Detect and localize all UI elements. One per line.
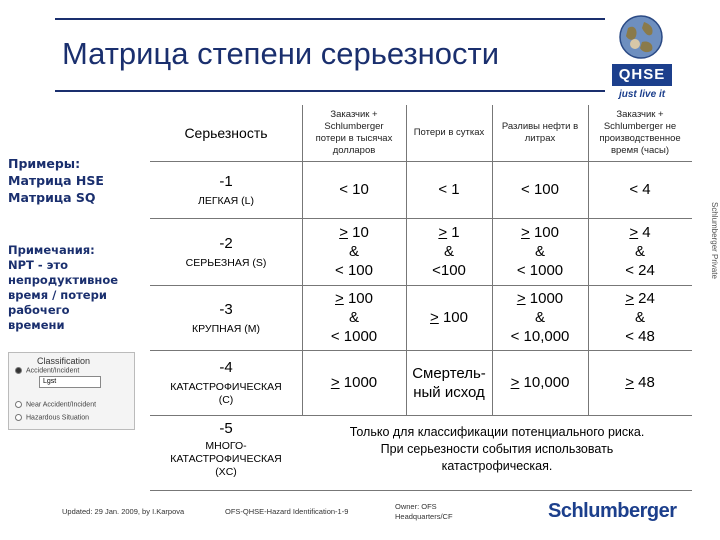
radio-icon[interactable] bbox=[15, 367, 22, 374]
radio-icon[interactable] bbox=[15, 401, 22, 408]
threshold-line: < 4 bbox=[629, 181, 651, 198]
notes-line: время / потери bbox=[8, 288, 107, 302]
threshold-cell bbox=[406, 285, 492, 350]
notes-line: Примечания: bbox=[8, 243, 95, 257]
threshold-cell bbox=[406, 161, 492, 218]
classification-select[interactable]: Lgst bbox=[39, 376, 101, 388]
classification-panel bbox=[8, 352, 135, 430]
severity-name: КРУПНАЯ (M) bbox=[192, 322, 260, 335]
severity-cell bbox=[150, 218, 302, 285]
logo-tagline: just live it bbox=[618, 89, 666, 100]
footer bbox=[0, 490, 720, 540]
threshold-line: > 1000 bbox=[330, 374, 378, 391]
classification-option[interactable]: Near Accident/Incident bbox=[15, 401, 96, 408]
threshold-line: < 1000 bbox=[330, 328, 378, 345]
schlumberger-logo: Schlumberger bbox=[548, 500, 677, 522]
threshold-cell bbox=[492, 218, 588, 285]
severity-cell bbox=[150, 285, 302, 350]
threshold-line: < 1000 bbox=[516, 262, 564, 279]
notes-line: NPT - это bbox=[8, 258, 69, 272]
threshold-line: < 10 bbox=[339, 181, 369, 198]
threshold-cell bbox=[302, 350, 406, 415]
threshold-cell bbox=[588, 350, 692, 415]
severity-cell bbox=[150, 415, 302, 483]
corner-header: Серьезность bbox=[184, 125, 268, 141]
footer-updated: Updated: 29 Jan. 2009, by I.Karpova bbox=[62, 507, 185, 516]
classification-title: Classification bbox=[37, 356, 91, 366]
notes-block bbox=[8, 243, 146, 333]
threshold-line: > 4 bbox=[629, 224, 651, 241]
classification-note: Только для классификации потенциального риска. При серьезности события использовать катастрофическая. bbox=[349, 424, 645, 473]
severity-name: КАТАСТРОФИЧЕСКАЯ (C) bbox=[170, 381, 282, 406]
threshold-line: < 100 bbox=[335, 262, 373, 279]
examples-block bbox=[8, 155, 104, 206]
severity-number: -5 bbox=[219, 420, 233, 437]
threshold-line: > 10,000 bbox=[510, 374, 570, 391]
threshold-cell bbox=[406, 350, 492, 415]
qhse-logo bbox=[612, 14, 672, 106]
threshold-cell bbox=[588, 218, 692, 285]
side-label bbox=[707, 200, 720, 310]
globe-icon bbox=[618, 14, 664, 60]
threshold-cell bbox=[492, 161, 588, 218]
notes-line: времени bbox=[8, 318, 65, 332]
threshold-cell bbox=[588, 285, 692, 350]
threshold-line: > 100 bbox=[335, 290, 373, 307]
threshold-cell bbox=[302, 285, 406, 350]
severity-name: ЛЕГКАЯ (L) bbox=[197, 194, 255, 207]
threshold-line: < 48 bbox=[625, 328, 655, 345]
threshold-cell bbox=[302, 161, 406, 218]
threshold-line: & bbox=[443, 243, 454, 260]
threshold-line: < 10,000 bbox=[510, 328, 570, 345]
severity-number: -2 bbox=[219, 234, 233, 252]
threshold-line: > 100 bbox=[430, 309, 468, 326]
threshold-line: & bbox=[534, 243, 545, 260]
notes-line: рабочего bbox=[8, 303, 70, 317]
logo-qhse-text: QHSE bbox=[612, 64, 672, 86]
threshold-line: > 24 bbox=[625, 290, 655, 307]
page-title: Матрица степени серьезности bbox=[62, 36, 500, 71]
threshold-line: Смертель- bbox=[412, 364, 486, 382]
severity-number: -3 bbox=[219, 300, 233, 318]
severity-cell bbox=[150, 161, 302, 218]
corner-header-cell bbox=[150, 105, 302, 161]
severity-number: -1 bbox=[219, 172, 233, 190]
example-hse: Матрица HSE bbox=[8, 173, 104, 188]
severity-matrix bbox=[150, 105, 692, 483]
footer-owner: Owner: OFS Headquarters/CF bbox=[395, 502, 453, 521]
severity-name: СЕРЬЕЗНАЯ (S) bbox=[185, 256, 267, 269]
threshold-line: > 1 bbox=[438, 224, 460, 241]
severity-cell bbox=[150, 350, 302, 415]
threshold-cell bbox=[588, 161, 692, 218]
severity-number: -4 bbox=[219, 359, 233, 376]
threshold-line: > 1000 bbox=[516, 290, 564, 307]
threshold-line: < 24 bbox=[625, 262, 655, 279]
threshold-line: < 100 bbox=[521, 181, 559, 198]
threshold-line: & bbox=[534, 309, 545, 326]
footer-doc-id: OFS-QHSE-Hazard Identification-1-9 bbox=[225, 507, 349, 516]
threshold-line: <100 bbox=[432, 262, 466, 279]
threshold-line: > 48 bbox=[625, 374, 655, 391]
title-rule-bottom bbox=[55, 90, 605, 92]
threshold-line: & bbox=[348, 243, 359, 260]
threshold-line: & bbox=[634, 243, 645, 260]
title-rule-top bbox=[55, 18, 605, 20]
column-header: Заказчик + Schlumberger не производственное время (часы) bbox=[599, 109, 681, 156]
classification-option[interactable]: Accident/Incident bbox=[15, 367, 79, 374]
notes-line: непродуктивное bbox=[8, 273, 119, 287]
threshold-line: & bbox=[348, 309, 359, 326]
threshold-cell bbox=[302, 218, 406, 285]
severity-name: МНОГО- КАТАСТРОФИЧЕСКАЯ (XC) bbox=[170, 440, 282, 478]
threshold-cell bbox=[492, 350, 588, 415]
column-header: Потери в сутках bbox=[413, 127, 485, 138]
example-sq: Матрица SQ bbox=[8, 190, 96, 205]
threshold-line: > 100 bbox=[521, 224, 559, 241]
threshold-cell bbox=[492, 285, 588, 350]
column-header: Разливы нефти в литрах bbox=[501, 121, 579, 144]
threshold-line: < 1 bbox=[438, 181, 460, 198]
footer-rule bbox=[150, 490, 692, 491]
threshold-cell bbox=[406, 218, 492, 285]
radio-icon[interactable] bbox=[15, 414, 22, 421]
side-label-text: Schlumberger Private bbox=[710, 202, 719, 279]
threshold-line: & bbox=[634, 309, 645, 326]
threshold-line: > 10 bbox=[339, 224, 369, 241]
column-header: Заказчик + Schlumberger потери в тысячах долларов bbox=[315, 109, 393, 156]
examples-title: Примеры: bbox=[8, 156, 81, 171]
classification-option[interactable]: Hazardous Situation bbox=[15, 414, 89, 421]
threshold-line: ный исход bbox=[413, 383, 485, 401]
